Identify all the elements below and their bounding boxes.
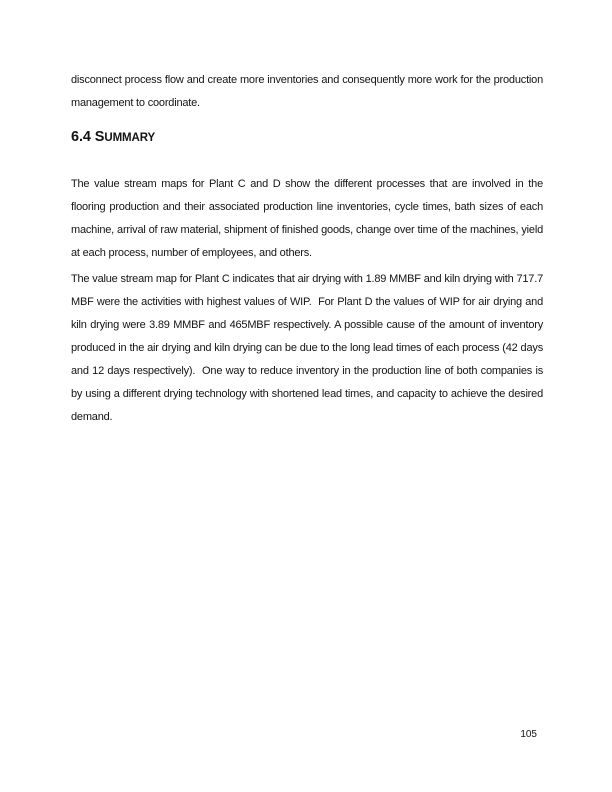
section-heading-lead: 6.4 S (71, 129, 105, 145)
page-number: 105 (520, 729, 537, 740)
section-heading-smallcaps: UMMARY (104, 132, 156, 144)
paragraph-continuation: disconnect process flow and create more inventories and consequently more work for the production management to coordinate. (71, 74, 546, 109)
page-content (71, 69, 546, 429)
section-heading (71, 128, 543, 147)
paragraph-summary-findings: The value stream map for Plant C indicates that air drying with 1.89 MMBF and kiln drying with 717.7 MBF were the activities with highest values of WIP. For Plant D the values of WIP for air drying and kiln drying were 3.89 MMBF and 465MBF respectively. A possible cause of the amount of inventory produced in the air drying and kiln drying can be due to the long lead times of each process (42 days and 12 days respectively). One way to reduce inventory in the production line of both companies is by using a different drying technology with shortened lead times, and capacity to achieve the desired demand. (71, 273, 546, 423)
paragraph-summary-overview: The value stream maps for Plant C and D show the different processes that are involved in the flooring production and their associated production line inventories, cycle times, bath sizes of each machine, arrival of raw material, shipment of finished goods, change over time of the machines, yield at each process, number of employees, and others. (71, 178, 546, 259)
